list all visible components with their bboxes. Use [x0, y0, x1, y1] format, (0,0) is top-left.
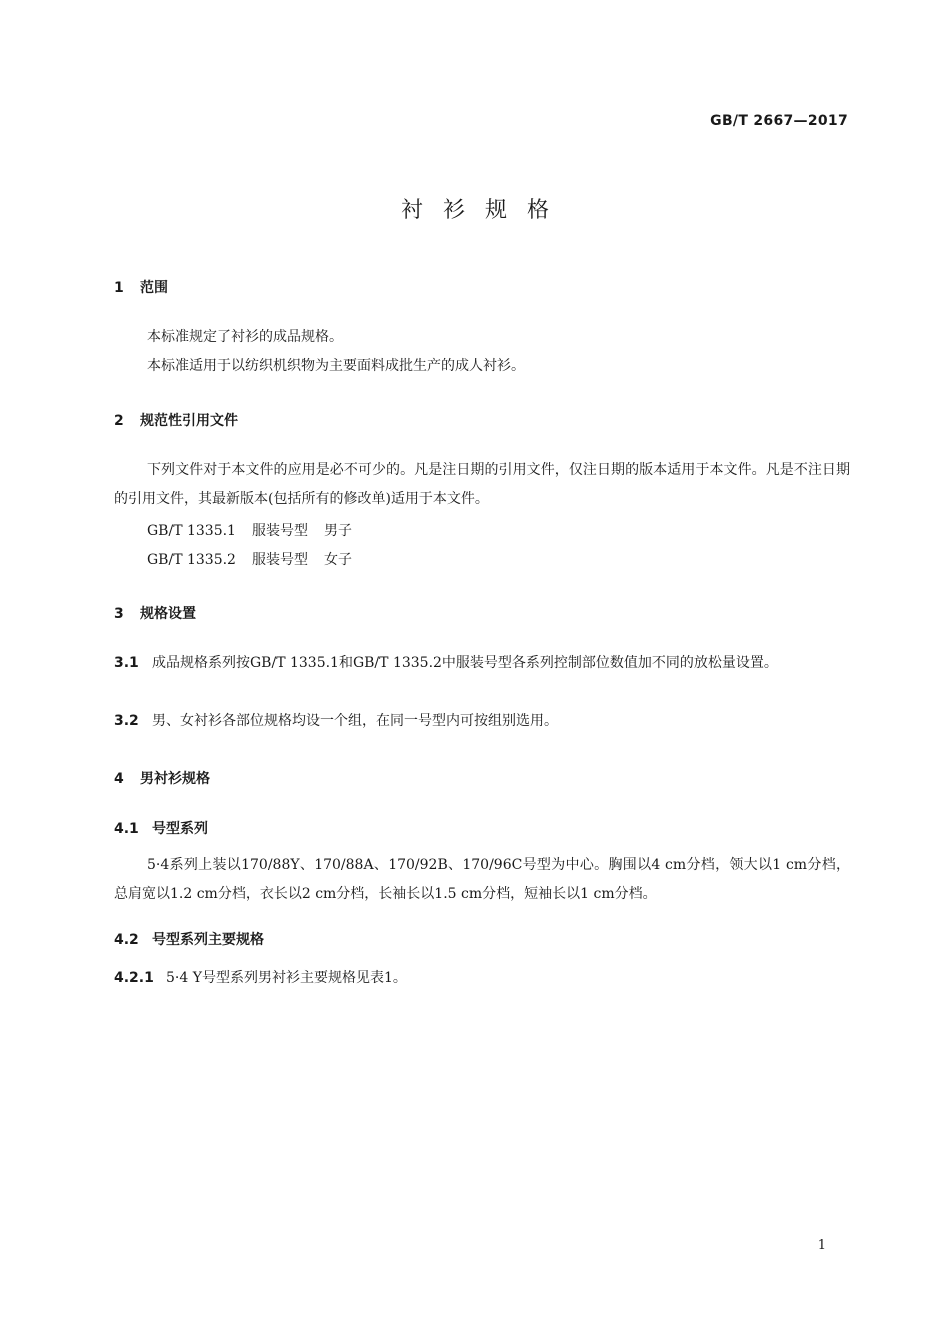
reference-code: GB/T 1335.2 — [147, 552, 236, 568]
reference-code: GB/T 1335.1 — [147, 523, 236, 539]
clause-3-2 — [114, 707, 850, 736]
scope-paragraph-1: 本标准规定了衬衫的成品规格。 — [147, 329, 343, 345]
section-title: 规范性引用文件 — [140, 413, 238, 429]
clause-text: 男、女衬衫各部位规格均设一个组，在同一号型内可按组别选用。 — [152, 713, 558, 729]
reference-subtitle: 男子 — [323, 523, 352, 539]
clause-number: 4.2.1 — [114, 970, 154, 986]
document-title: 衬衫规格 — [400, 198, 569, 223]
section-3-heading — [114, 603, 196, 623]
section-4-1-heading — [114, 818, 208, 838]
page-number: 1 — [817, 1238, 826, 1253]
subsection-title: 号型系列 — [152, 821, 208, 837]
clause-text: 5·4 Y号型系列男衬衫主要规格见表1。 — [166, 970, 407, 986]
section-2-heading — [114, 410, 238, 430]
reference-title: 服装号型 — [251, 552, 308, 568]
reference-title: 服装号型 — [251, 523, 308, 539]
clause-number: 3.2 — [114, 713, 139, 729]
subsection-title: 号型系列主要规格 — [152, 932, 264, 948]
reference-subtitle: 女子 — [323, 552, 352, 568]
section-title: 男衬衫规格 — [140, 771, 210, 787]
standard-code: GB/T 2667—2017 — [710, 113, 848, 129]
normative-references-intro: 下列文件对于本文件的应用是必不可少的。凡是注日期的引用文件，仅注日期的版本适用于本文件。凡是不注日期的引用文件，其最新版本(包括所有的修改单)适用于本文件。 — [114, 462, 850, 507]
scope-paragraph-2: 本标准适用于以纺织机织物为主要面料成批生产的成人衬衫。 — [147, 358, 525, 374]
section-title: 范围 — [140, 280, 168, 296]
section-4-heading — [114, 768, 210, 788]
section-1-heading — [114, 277, 168, 297]
clause-number: 3.1 — [114, 655, 139, 671]
section-4-2-heading — [114, 929, 264, 949]
clause-3-1 — [114, 649, 850, 678]
size-series-paragraph: 5·4系列上装以170/88Y、170/88A、170/92B、170/96C号型为中心。胸围以4 cm分档，领大以1 cm分档，总肩宽以1.2 cm分档，衣长以2 cm分档，长袖长以1.5 cm分档，短袖长以1 cm分档。 — [114, 857, 850, 902]
reference-item — [147, 549, 352, 569]
section-number: 3 — [114, 606, 124, 622]
section-number: 2 — [114, 413, 124, 429]
clause-text: 成品规格系列按GB/T 1335.1和GB/T 1335.2中服装号型各系列控制部位数值加不同的放松量设置。 — [152, 655, 778, 671]
clause-4-2-1 — [114, 964, 850, 993]
section-number: 4 — [114, 771, 124, 787]
subsection-number: 4.1 — [114, 821, 139, 837]
section-number: 1 — [114, 280, 124, 296]
section-title: 规格设置 — [140, 606, 196, 622]
subsection-number: 4.2 — [114, 932, 139, 948]
reference-item — [147, 520, 352, 540]
